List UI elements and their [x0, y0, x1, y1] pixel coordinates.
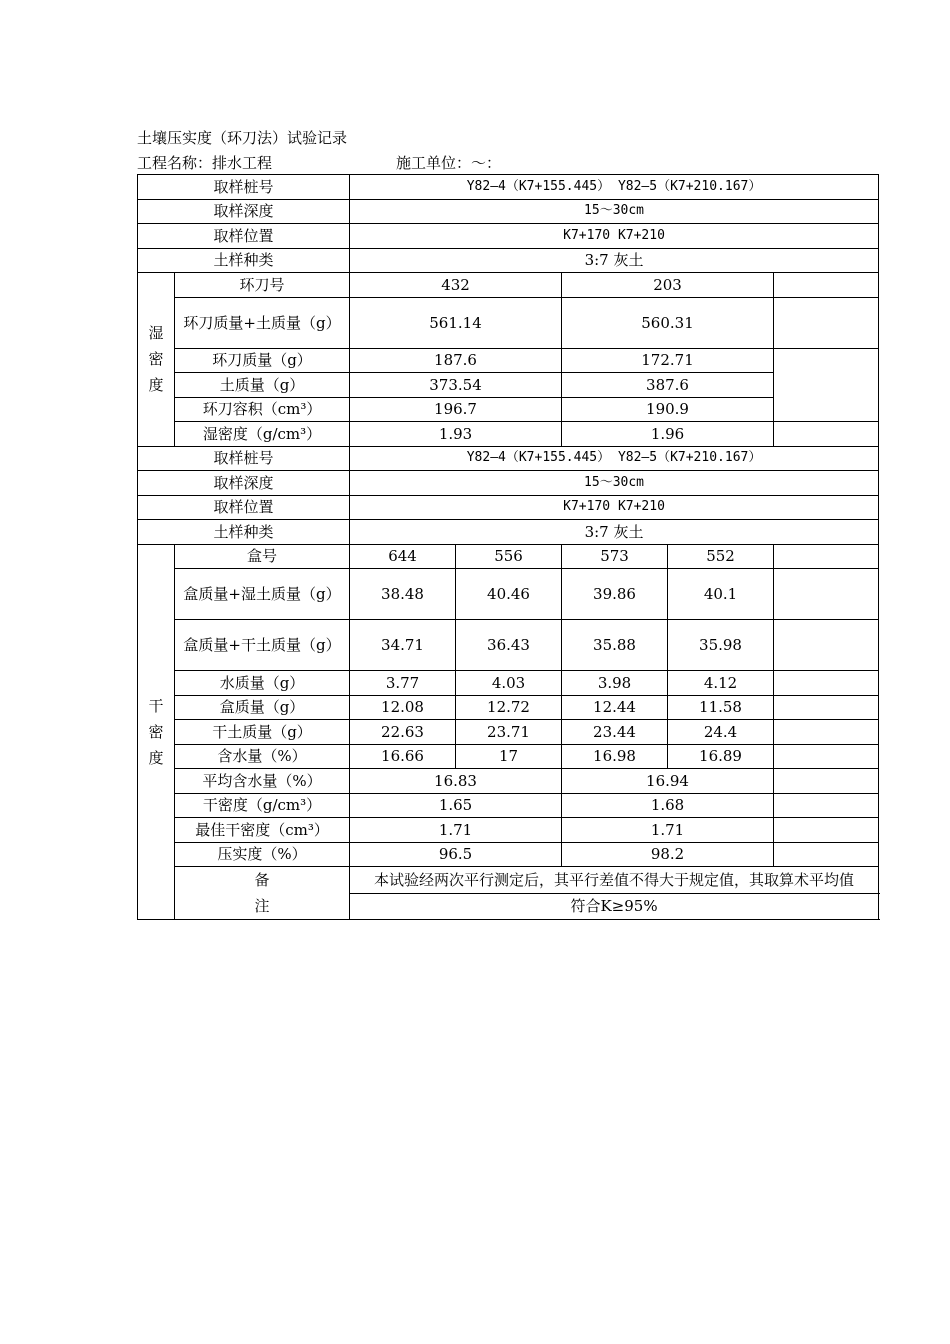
box-mass-value-3: 12.44 — [562, 695, 668, 720]
empty-cell — [774, 744, 879, 769]
dry-density-value-2: 1.68 — [562, 793, 774, 818]
stake-value: Y82—4（K7+155.445） Y82—5（K7+210.167） — [350, 446, 879, 471]
ring-soil-mass-value-2: 560.31 — [562, 297, 774, 348]
soil-type-label: 土样种类 — [138, 520, 350, 545]
soil-type-value: 3:7 灰土 — [350, 520, 879, 545]
wet-density-value-2: 1.96 — [562, 422, 774, 447]
remarks-line-2: 符合K≥95% — [350, 893, 879, 920]
ring-mass-label: 环刀质量（g） — [175, 348, 350, 373]
table-row — [138, 793, 879, 818]
compaction-value-1: 96.5 — [350, 842, 562, 867]
table-row — [138, 471, 879, 496]
soil-type-label: 土样种类 — [138, 248, 350, 273]
moisture-value-2: 17 — [456, 744, 562, 769]
table-row — [138, 695, 879, 720]
water-mass-label: 水质量（g） — [175, 671, 350, 696]
table-row — [138, 175, 879, 200]
table-row — [138, 373, 879, 398]
ring-volume-value-1: 196.7 — [350, 397, 562, 422]
box-no-label: 盒号 — [175, 544, 350, 569]
stake-value: Y82—4（K7+155.445） Y82—5（K7+210.167） — [350, 175, 879, 200]
soil-mass-value-1: 373.54 — [350, 373, 562, 398]
table-row — [138, 224, 879, 249]
empty-cell — [774, 569, 879, 620]
depth-value: 15～30cm — [350, 471, 879, 496]
avg-moisture-value-1: 16.83 — [350, 769, 562, 794]
dry-soil-mass-label: 干土质量（g） — [175, 720, 350, 745]
table-row — [138, 720, 879, 745]
table-row — [138, 569, 879, 620]
box-no-value-2: 556 — [456, 544, 562, 569]
table-row — [138, 446, 879, 471]
remarks-line-1: 本试验经两次平行测定后，其平行差值不得大于规定值，其取算术平均值 — [350, 867, 879, 894]
box-wet-mass-label: 盒质量+湿土质量（g） — [175, 569, 350, 620]
stake-label: 取样桩号 — [138, 446, 350, 471]
wet-density-group-label: 湿 密 度 — [138, 273, 175, 447]
table-row — [138, 520, 879, 545]
dry-density-label: 干密度（g/cm³） — [175, 793, 350, 818]
dry-soil-mass-value-4: 24.4 — [668, 720, 774, 745]
table-row — [138, 422, 879, 447]
empty-cell — [774, 769, 879, 794]
empty-cell — [774, 720, 879, 745]
depth-label: 取样深度 — [138, 199, 350, 224]
table-row — [138, 397, 879, 422]
table-row — [138, 348, 879, 373]
empty-cell — [774, 793, 879, 818]
dry-density-group-label: 干 密 度 — [138, 544, 175, 920]
header-line — [137, 153, 877, 173]
position-label: 取样位置 — [138, 495, 350, 520]
moisture-label: 含水量（%） — [175, 744, 350, 769]
project-name: 工程名称：排水工程 — [137, 154, 273, 172]
box-no-value-1: 644 — [350, 544, 456, 569]
table-row — [138, 769, 879, 794]
empty-cell — [774, 297, 879, 348]
empty-cell — [774, 544, 879, 569]
compaction-test-table — [137, 174, 879, 920]
moisture-value-1: 16.66 — [350, 744, 456, 769]
empty-cell — [774, 348, 879, 422]
ring-no-value-2: 203 — [562, 273, 774, 298]
dry-soil-mass-value-3: 23.44 — [562, 720, 668, 745]
ring-volume-label: 环刀容积（cm³） — [175, 397, 350, 422]
ring-no-label: 环刀号 — [175, 273, 350, 298]
construction-unit: 施工单位：～： — [396, 154, 502, 172]
ring-mass-value-2: 172.71 — [562, 348, 774, 373]
compaction-value-2: 98.2 — [562, 842, 774, 867]
position-value: K7+170 K7+210 — [350, 224, 879, 249]
table-row — [138, 671, 879, 696]
dry-soil-mass-value-2: 23.71 — [456, 720, 562, 745]
table-row — [138, 273, 879, 298]
position-value: K7+170 K7+210 — [350, 495, 879, 520]
box-wet-mass-value-1: 38.48 — [350, 569, 456, 620]
avg-moisture-value-2: 16.94 — [562, 769, 774, 794]
box-dry-mass-label: 盒质量+干土质量（g） — [175, 620, 350, 671]
ring-volume-value-2: 190.9 — [562, 397, 774, 422]
table-row — [138, 867, 879, 894]
table-row — [138, 199, 879, 224]
dry-density-value-1: 1.65 — [350, 793, 562, 818]
soil-mass-value-2: 387.6 — [562, 373, 774, 398]
water-mass-value-3: 3.98 — [562, 671, 668, 696]
soil-type-value: 3:7 灰土 — [350, 248, 879, 273]
soil-mass-label: 土质量（g） — [175, 373, 350, 398]
empty-cell — [774, 620, 879, 671]
stake-label: 取样桩号 — [138, 175, 350, 200]
table-row — [138, 744, 879, 769]
table-row — [138, 620, 879, 671]
empty-cell — [774, 671, 879, 696]
max-dry-density-label: 最佳干密度（cm³） — [175, 818, 350, 843]
empty-cell — [774, 818, 879, 843]
depth-label: 取样深度 — [138, 471, 350, 496]
table-row — [138, 818, 879, 843]
ring-soil-mass-label: 环刀质量+土质量（g） — [175, 297, 350, 348]
water-mass-value-1: 3.77 — [350, 671, 456, 696]
table-row — [138, 248, 879, 273]
box-wet-mass-value-4: 40.1 — [668, 569, 774, 620]
table-row — [138, 544, 879, 569]
position-label: 取样位置 — [138, 224, 350, 249]
box-mass-label: 盒质量（g） — [175, 695, 350, 720]
box-mass-value-2: 12.72 — [456, 695, 562, 720]
box-dry-mass-value-1: 34.71 — [350, 620, 456, 671]
empty-cell — [774, 273, 879, 298]
moisture-value-3: 16.98 — [562, 744, 668, 769]
table-row — [138, 495, 879, 520]
box-no-value-3: 573 — [562, 544, 668, 569]
water-mass-value-2: 4.03 — [456, 671, 562, 696]
max-dry-density-value-2: 1.71 — [562, 818, 774, 843]
box-dry-mass-value-3: 35.88 — [562, 620, 668, 671]
depth-value: 15～30cm — [350, 199, 879, 224]
max-dry-density-value-1: 1.71 — [350, 818, 562, 843]
ring-soil-mass-value-1: 561.14 — [350, 297, 562, 348]
box-wet-mass-value-2: 40.46 — [456, 569, 562, 620]
table-row — [138, 842, 879, 867]
document-title: 土壤压实度（环刀法）试验记录 — [137, 129, 348, 147]
box-mass-value-4: 11.58 — [668, 695, 774, 720]
box-wet-mass-value-3: 39.86 — [562, 569, 668, 620]
empty-cell — [774, 842, 879, 867]
box-dry-mass-value-2: 36.43 — [456, 620, 562, 671]
dry-soil-mass-value-1: 22.63 — [350, 720, 456, 745]
wet-density-label: 湿密度（g/cm³） — [175, 422, 350, 447]
box-no-value-4: 552 — [668, 544, 774, 569]
empty-cell — [774, 422, 879, 447]
avg-moisture-label: 平均含水量（%） — [175, 769, 350, 794]
empty-cell — [774, 695, 879, 720]
wet-density-value-1: 1.93 — [350, 422, 562, 447]
moisture-value-4: 16.89 — [668, 744, 774, 769]
ring-mass-value-1: 187.6 — [350, 348, 562, 373]
table-row — [138, 297, 879, 348]
water-mass-value-4: 4.12 — [668, 671, 774, 696]
box-dry-mass-value-4: 35.98 — [668, 620, 774, 671]
remarks-label: 备 注 — [175, 867, 350, 920]
compaction-label: 压实度（%） — [175, 842, 350, 867]
box-mass-value-1: 12.08 — [350, 695, 456, 720]
ring-no-value-1: 432 — [350, 273, 562, 298]
